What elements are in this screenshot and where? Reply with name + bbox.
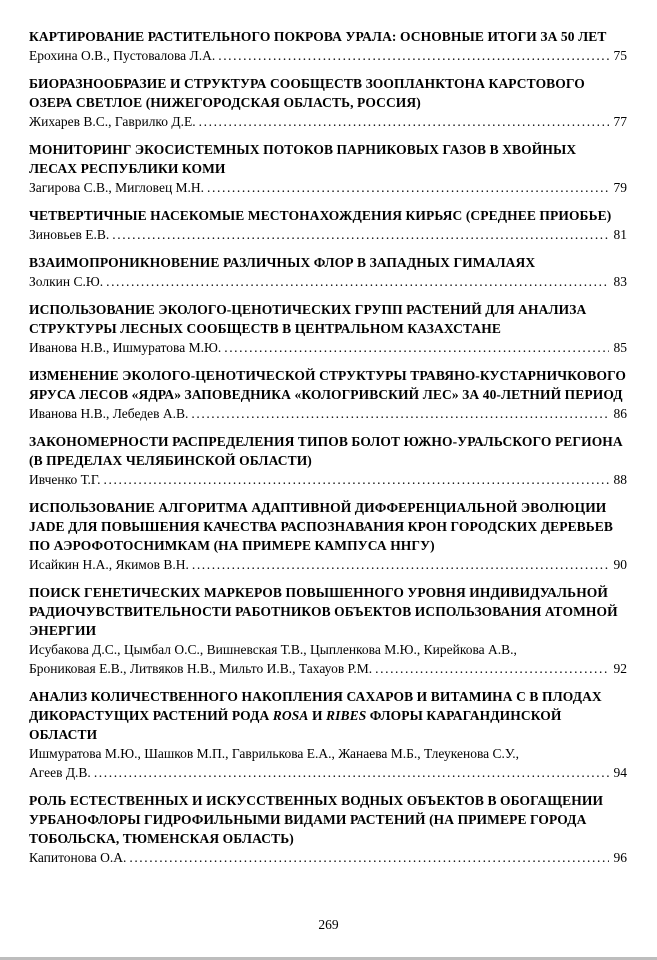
entry-page-number: 94	[613, 765, 627, 780]
toc-entry	[29, 432, 627, 489]
entry-authors: Ивченко Т.Г.	[29, 472, 101, 487]
entry-title-segment: ЧЕТВЕРТИЧНЫЕ НАСЕКОМЫЕ МЕСТОНАХОЖДЕНИЯ КИРЬЯС (СРЕДНЕЕ ПРИОБЬЕ)	[29, 208, 612, 223]
dot-leader	[112, 225, 609, 244]
entry-title	[29, 498, 627, 555]
dot-leader	[207, 178, 609, 197]
entry-title	[29, 366, 627, 404]
entry-title	[29, 253, 627, 272]
entry-authors-line	[29, 225, 627, 244]
entry-title	[29, 583, 627, 640]
toc-entry	[29, 498, 627, 574]
entry-title-segment: АНАЛИЗ КОЛИЧЕСТВЕННОГО НАКОПЛЕНИЯ САХАРОВ И ВИТАМИНА С В ПЛОДАХ ДИКОРАСТУЩИХ РАСТЕНИЙ РОДА	[29, 689, 602, 723]
entry-page-number: 86	[613, 406, 627, 421]
dot-leader	[199, 112, 609, 131]
entry-title	[29, 432, 627, 470]
toc-entry	[29, 206, 627, 244]
dot-leader	[94, 763, 609, 782]
entry-authors-line	[29, 404, 627, 423]
entry-title	[29, 27, 627, 46]
entry-authors: Зиновьев Е.В.	[29, 227, 110, 242]
entry-title-italic-segment: ROSA	[272, 708, 309, 723]
entry-authors-line	[29, 470, 627, 489]
entry-title-segment: ИЗМЕНЕНИЕ ЭКОЛОГО-ЦЕНОТИЧЕСКОЙ СТРУКТУРЫ ТРАВЯНО-КУСТАРНИЧКОВОГО ЯРУСА ЛЕСОВ «ЯДРА» ЗАПОВЕДНИКА «КОЛОГРИВСКИЙ ЛЕС» ЗА 40-ЛЕТНИЙ ПЕРИОД	[29, 368, 627, 402]
entry-page-number: 96	[613, 850, 627, 865]
entry-authors: Загирова С.В., Мигловец М.Н.	[29, 180, 205, 195]
dot-leader	[192, 555, 609, 574]
entry-authors-line	[29, 272, 627, 291]
entry-authors-line	[29, 46, 627, 65]
dot-leader	[191, 404, 609, 423]
entry-authors-wrapped-line: Ишмуратова М.Ю., Шашков М.П., Гаврилькова Е.А., Жанаева М.Б., Тлеукенова С.У.,	[29, 746, 519, 761]
entry-authors-line	[29, 112, 627, 131]
entry-title-italic-segment: RIBES	[326, 708, 367, 723]
entry-page-number: 85	[613, 340, 627, 355]
entry-authors: Иванова Н.В., Лебедев А.В.	[29, 406, 189, 421]
entry-page-number: 81	[613, 227, 627, 242]
entry-page-number: 92	[613, 661, 627, 676]
page-footer	[0, 917, 657, 933]
dot-leader	[224, 338, 609, 357]
entry-authors: Исайкин Н.А., Якимов В.Н.	[29, 557, 189, 572]
entry-page-number: 77	[613, 114, 627, 129]
entry-page-number: 75	[613, 48, 627, 63]
entry-authors: Иванова Н.В., Ишмуратова М.Ю.	[29, 340, 222, 355]
toc-entry	[29, 687, 627, 782]
entry-title-segment: ЗАКОНОМЕРНОСТИ РАСПРЕДЕЛЕНИЯ ТИПОВ БОЛОТ ЮЖНО-УРАЛЬСКОГО РЕГИОНА (В ПРЕДЕЛАХ ЧЕЛЯБИНСКОЙ ОБЛАСТИ)	[29, 434, 623, 468]
entry-authors-wrapped-line: Исубакова Д.С., Цымбал О.С., Вишневская Т.В., Цыпленкова М.Ю., Кирейкова А.В.,	[29, 642, 517, 657]
entry-page-number: 83	[613, 274, 627, 289]
entry-authors-line	[29, 178, 627, 197]
entry-authors: Ерохина О.В., Пустовалова Л.А.	[29, 48, 216, 63]
entry-page-number: 90	[613, 557, 627, 572]
entry-title	[29, 687, 627, 744]
entry-title-segment: РОЛЬ ЕСТЕСТВЕННЫХ И ИСКУССТВЕННЫХ ВОДНЫХ ОБЪЕКТОВ В ОБОГАЩЕНИИ УРБАНОФЛОРЫ ГИДРОФИЛЬНЫМИ ВИДАМИ РАСТЕНИЙ (НА ПРИМЕРЕ ГОРОДА ТОБОЛЬСКА, ТЮМЕНСКАЯ ОБЛАСТЬ)	[29, 793, 604, 846]
entry-authors-line	[29, 659, 627, 678]
toc-entry	[29, 253, 627, 291]
entry-authors-line	[29, 555, 627, 574]
entry-title-segment: ВЗАИМОПРОНИКНОВЕНИЕ РАЗЛИЧНЫХ ФЛОР В ЗАПАДНЫХ ГИМАЛАЯХ	[29, 255, 536, 270]
dot-leader	[106, 272, 609, 291]
entry-title-segment: ПОИСК ГЕНЕТИЧЕСКИХ МАРКЕРОВ ПОВЫШЕННОГО УРОВНЯ ИНДИВИДУАЛЬНОЙ РАДИОЧУВСТВИТЕЛЬНОСТИ РАБОТНИКОВ ОБЪЕКТОВ ИСПОЛЬЗОВАНИЯ АТОМНОЙ ЭНЕРГИИ	[29, 585, 618, 638]
entry-authors: Брониковая Е.В., Литвяков Н.В., Мильто И.В., Тахауов Р.М.	[29, 661, 373, 676]
entry-authors-line	[29, 848, 627, 867]
toc-entry	[29, 27, 627, 65]
dot-leader	[218, 46, 609, 65]
entry-title-segment: ФЛОРЫ КАРАГАНДИНСКОЙ ОБЛАСТИ	[29, 708, 562, 742]
entry-authors: Золкин С.Ю.	[29, 274, 104, 289]
entry-title	[29, 140, 627, 178]
dot-leader	[129, 848, 609, 867]
entry-title-segment: ИСПОЛЬЗОВАНИЕ АЛГОРИТМА АДАПТИВНОЙ ДИФФЕРЕНЦИАЛЬНОЙ ЭВОЛЮЦИИ JADE ДЛЯ ПОВЫШЕНИЯ КАЧЕСТВА РАСПОЗНАВАНИЯ КРОН ГОРОДСКИХ ДЕРЕВЬЕВ ПО АЭРОФОТОСНИМКАМ (НА ПРИМЕРЕ КАМПУСА ННГУ)	[29, 500, 614, 553]
entry-authors-line	[29, 763, 627, 782]
entry-authors: Агеев Д.В.	[29, 765, 91, 780]
entry-title-segment: ИСПОЛЬЗОВАНИЕ ЭКОЛОГО-ЦЕНОТИЧЕСКИХ ГРУПП РАСТЕНИЙ ДЛЯ АНАЛИЗА СТРУКТУРЫ ЛЕСНЫХ СООБЩЕСТВ В ЦЕНТРАЛЬНОМ КАЗАХСТАНЕ	[29, 302, 587, 336]
toc-entry	[29, 300, 627, 357]
toc-entry	[29, 140, 627, 197]
entry-title	[29, 74, 627, 112]
dot-leader	[104, 470, 609, 489]
entry-title	[29, 300, 627, 338]
entry-page-number: 79	[613, 180, 627, 195]
entry-page-number: 88	[613, 472, 627, 487]
entry-authors: Капитонова О.А.	[29, 850, 127, 865]
entry-title-segment: КАРТИРОВАНИЕ РАСТИТЕЛЬНОГО ПОКРОВА УРАЛА: ОСНОВНЫЕ ИТОГИ ЗА 50 ЛЕТ	[29, 29, 607, 44]
entry-title	[29, 791, 627, 848]
entry-authors-line	[29, 338, 627, 357]
entry-title-segment: МОНИТОРИНГ ЭКОСИСТЕМНЫХ ПОТОКОВ ПАРНИКОВЫХ ГАЗОВ В ХВОЙНЫХ ЛЕСАХ РЕСПУБЛИКИ КОМИ	[29, 142, 577, 176]
page-number: 269	[318, 917, 339, 932]
toc-entry	[29, 366, 627, 423]
entry-title-segment: И	[308, 708, 327, 723]
entry-title-segment: БИОРАЗНООБРАЗИЕ И СТРУКТУРА СООБЩЕСТВ ЗООПЛАНКТОНА КАРСТОВОГО ОЗЕРА СВЕТЛОЕ (НИЖЕГОРОДСКАЯ ОБЛАСТЬ, РОССИЯ)	[29, 76, 585, 110]
dot-leader	[375, 659, 609, 678]
toc-entry	[29, 791, 627, 867]
toc-entries	[29, 27, 627, 867]
entry-authors: Жихарев В.С., Гаврилко Д.Е.	[29, 114, 196, 129]
toc-entry	[29, 74, 627, 131]
toc-entry	[29, 583, 627, 678]
entry-title	[29, 206, 627, 225]
